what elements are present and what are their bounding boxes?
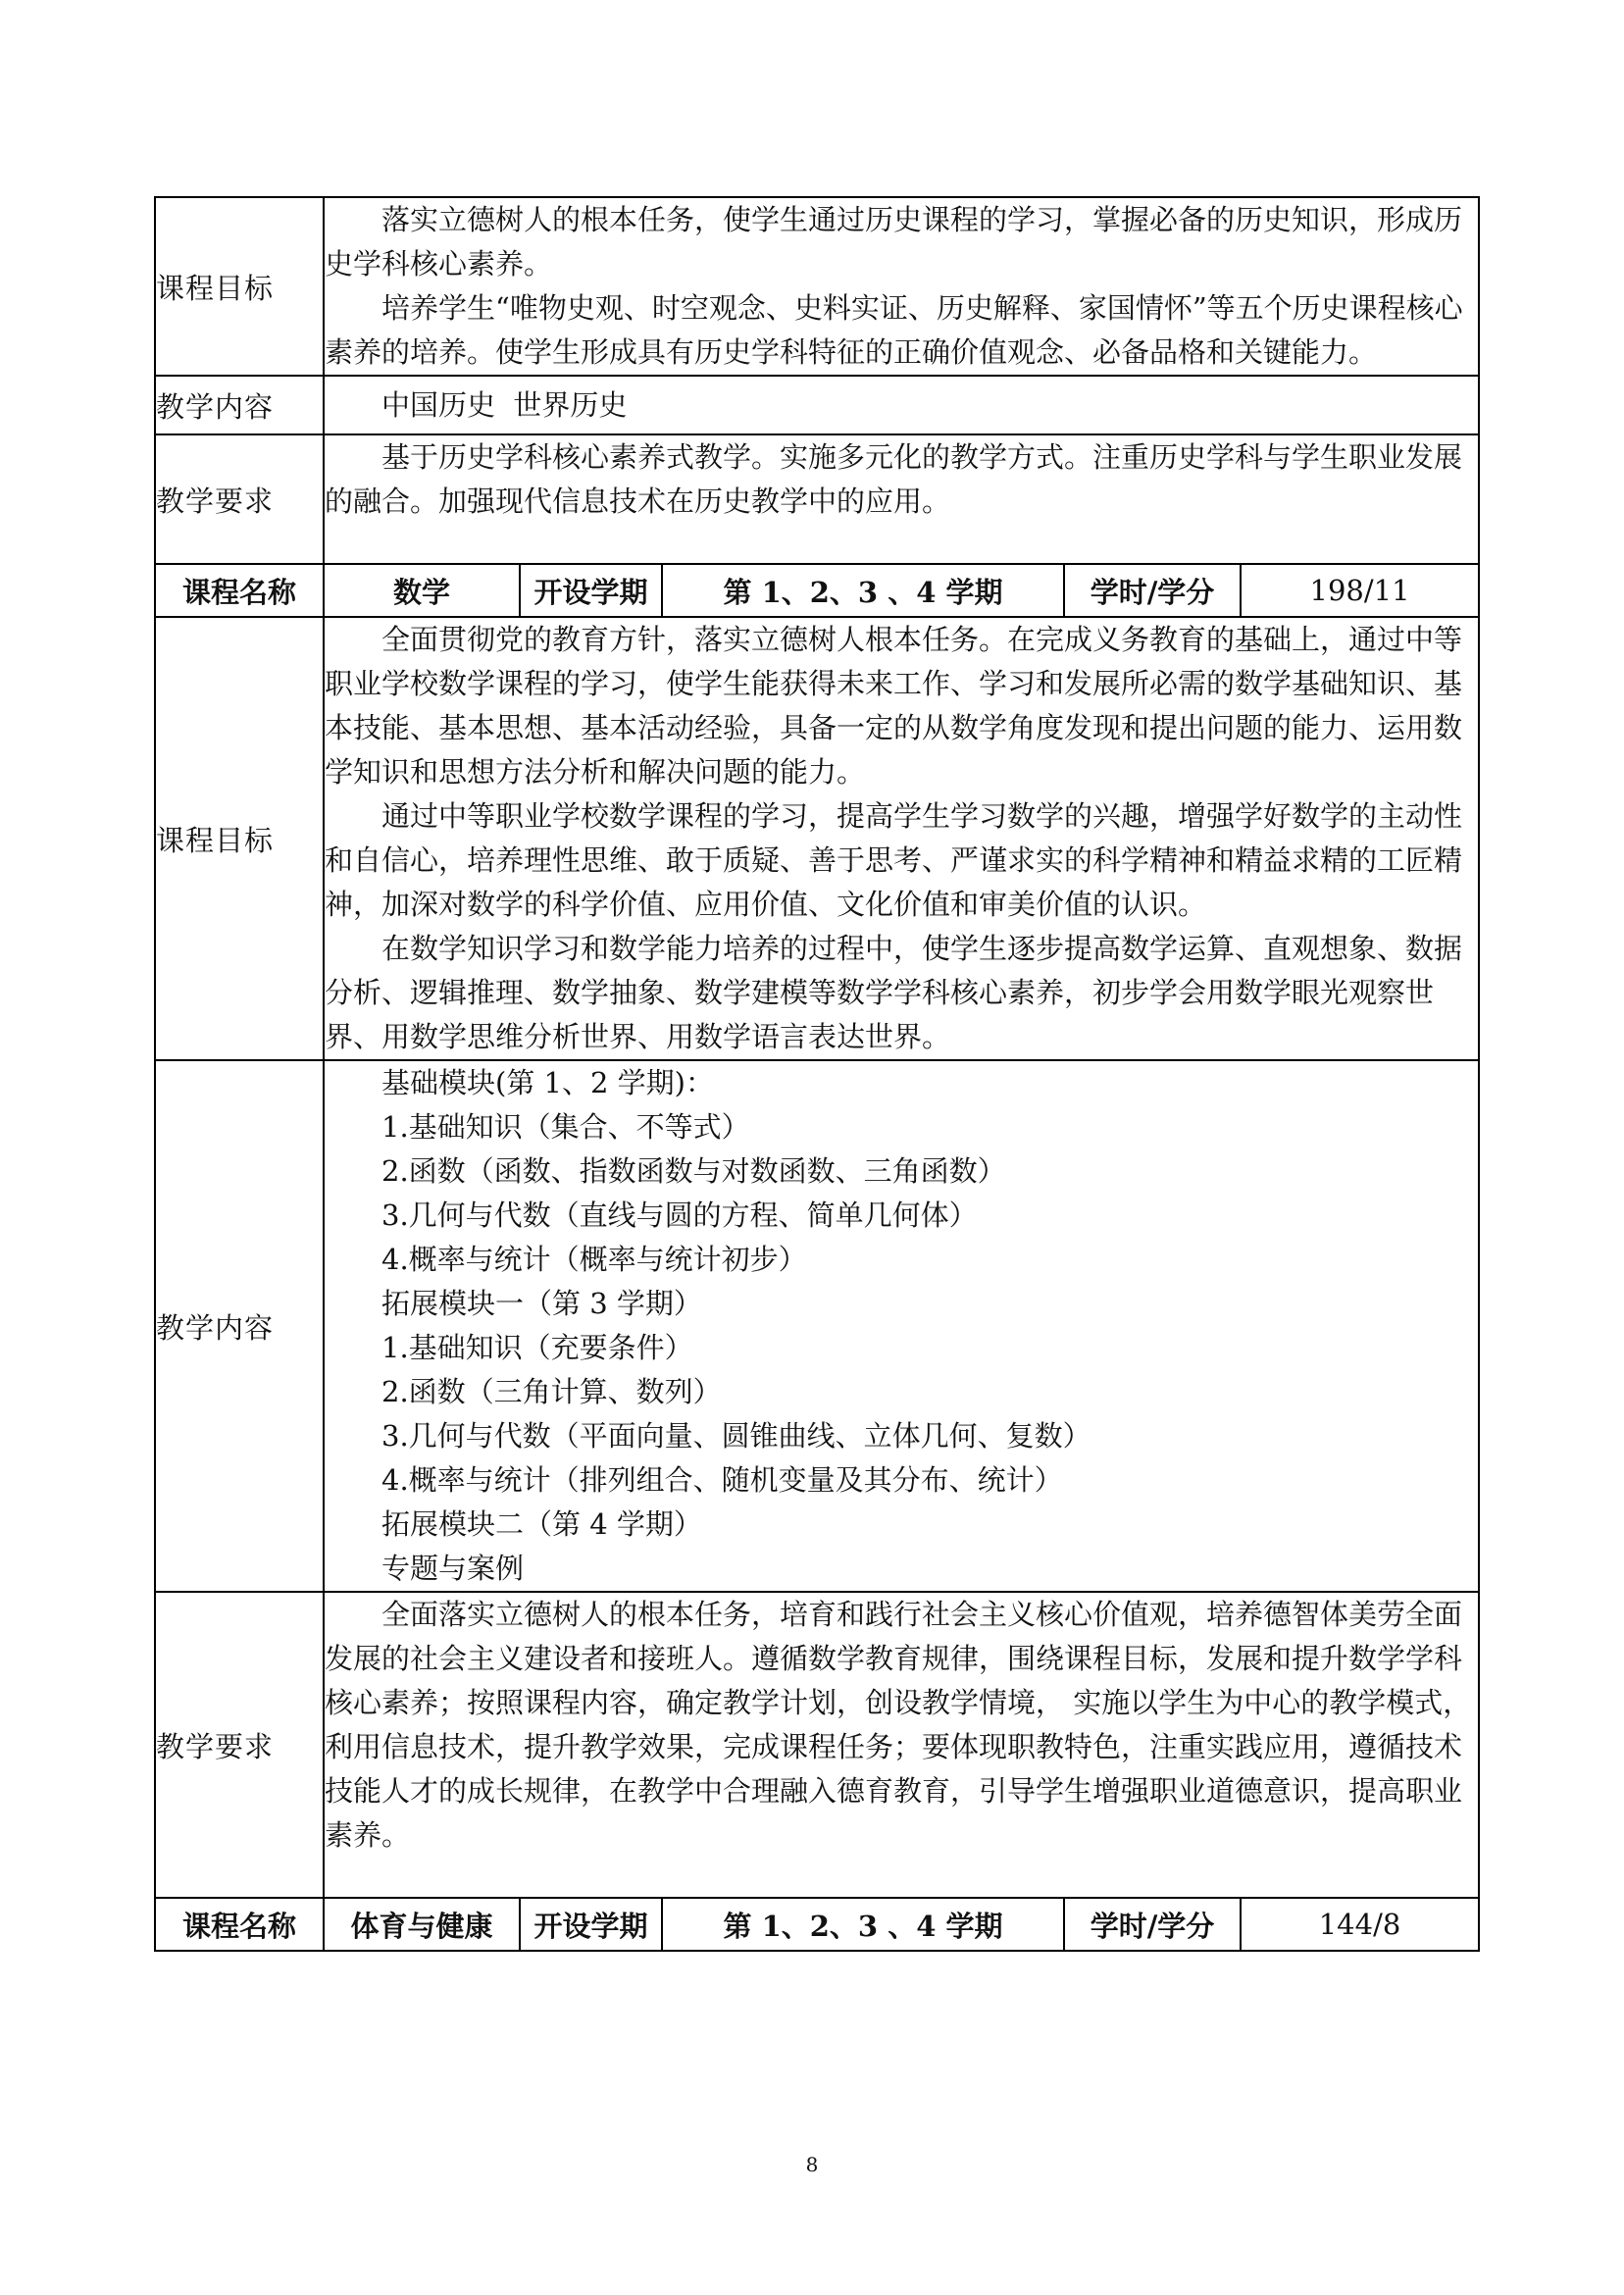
- math-content-line: 3.几何与代数（平面向量、圆锥曲线、立体几何、复数）: [381, 1419, 1091, 1453]
- math-requirement-content: [324, 1592, 1479, 1898]
- pe-semesters: 第 1、2、3 、4 学期: [662, 1898, 1064, 1951]
- history-content-label: 教学内容: [155, 376, 324, 434]
- math-goal-paragraph: 全面贯彻党的教育方针，落实立德树人根本任务。在完成义务教育的基础上，通过中等职业学校数学课程的学习，使学生能获得未来工作、学习和发展所必需的数学基础知识、基本技能、基本思想、基本活动经验，具备一定的从数学角度发现和提出问题的能力、运用数学知识和思想方法分析和解决问题的能力。: [325, 623, 1463, 789]
- math-content-line: 拓展模块二（第 4 学期）: [381, 1507, 702, 1541]
- math-content-line: 4.概率与统计（排列组合、随机变量及其分布、统计）: [381, 1463, 1063, 1497]
- history-goal-paragraph: 培养学生“唯物史观、时空观念、史料实证、历史解释、家国情怀”等五个历史课程核心素养的培养。使学生形成具有历史学科特征的正确价值观念、必备品格和关键能力。: [325, 291, 1463, 369]
- pe-course-name: 体育与健康: [324, 1898, 520, 1951]
- math-goal-paragraph: 通过中等职业学校数学课程的学习，提高学生学习数学的兴趣，增强学好数学的主动性和自信心，培养理性思维、敢于质疑、善于思考、严谨求实的科学精神和精益求精的工匠精神，加深对数学的科学价值、应用价值、文化价值和审美价值的认识。: [325, 799, 1463, 921]
- history-content-cell: [324, 376, 1479, 434]
- history-content-text: 中国历史 世界历史: [381, 387, 628, 422]
- math-goal-row: [155, 617, 1479, 1060]
- math-content-line: 拓展模块一（第 3 学期）: [381, 1287, 702, 1320]
- semester-label: 开设学期: [520, 1898, 662, 1951]
- math-content-line: 专题与案例: [381, 1552, 525, 1585]
- math-goal-paragraph: 在数学知识学习和数学能力培养的过程中，使学生逐步提高数学运算、直观想象、数据分析、逻辑推理、数学抽象、数学建模等数学学科核心素养，初步学会用数学眼光观察世界、用数学思维分析世界、用数学语言表达世界。: [325, 932, 1463, 1053]
- course-name-label: 课程名称: [155, 1898, 324, 1951]
- math-requirement-text: 全面落实立德树人的根本任务，培育和践行社会主义核心价值观，培养德智体美劳全面发展的社会主义建设者和接班人。遵循数学教育规律，围绕课程目标，发展和提升数学学科核心素养；按照课程内容，确定教学计划，创设教学情境， 实施以学生为中心的教学模式，利用信息技术，提升教学效果，完成课程任务；要体现职教特色，注重实践应用，遵循技术技能人才的成长规律，在教学中合理融入德育教育，引导学生增强职业道德意识，提高职业素养。: [325, 1598, 1472, 1852]
- pe-header-row: [155, 1898, 1479, 1951]
- math-content-row: [155, 1060, 1479, 1592]
- page-number: 8: [805, 2153, 819, 2176]
- math-content-line: 1.基础知识（集合、不等式）: [381, 1110, 750, 1144]
- math-requirement-row: [155, 1592, 1479, 1898]
- math-semesters: 第 1、2、3 、4 学期: [662, 564, 1064, 617]
- math-content-line: 2.函数（函数、指数函数与对数函数、三角函数）: [381, 1154, 1006, 1188]
- history-goal-row: [155, 197, 1479, 376]
- course-table-page: [154, 196, 1478, 1952]
- math-content-line: 1.基础知识（充要条件）: [381, 1331, 693, 1364]
- math-course-name: 数学: [324, 564, 520, 617]
- math-content-line: 3.几何与代数（直线与圆的方程、简单几何体）: [381, 1198, 978, 1232]
- math-content-line: 基础模块(第 1、2 学期)：: [381, 1066, 714, 1099]
- history-requirement-content: [324, 434, 1479, 564]
- course-table: [154, 196, 1480, 1952]
- math-goal-label: 课程目标: [155, 617, 324, 1060]
- history-goal-content: [324, 197, 1479, 376]
- history-requirement-row: [155, 434, 1479, 564]
- math-requirement-label: 教学要求: [155, 1592, 324, 1898]
- history-goal-paragraph: 落实立德树人的根本任务，使学生通过历史课程的学习，掌握必备的历史知识，形成历史学科核心素养。: [325, 203, 1463, 280]
- history-requirement-text: 基于历史学科核心素养式教学。实施多元化的教学方式。注重历史学科与学生职业发展的融合。加强现代信息技术在历史教学中的应用。: [325, 440, 1463, 518]
- math-content-list: [324, 1060, 1479, 1592]
- history-content-row: [155, 376, 1479, 434]
- math-content-line: 4.概率与统计（概率与统计初步）: [381, 1243, 807, 1276]
- math-hours: 198/11: [1241, 564, 1479, 617]
- hours-label: 学时/学分: [1064, 1898, 1241, 1951]
- history-goal-label: 课程目标: [155, 197, 324, 376]
- math-goal-content: [324, 617, 1479, 1060]
- math-content-line: 2.函数（三角计算、数列）: [381, 1375, 722, 1408]
- math-content-label: 教学内容: [155, 1060, 324, 1592]
- hours-label: 学时/学分: [1064, 564, 1241, 617]
- math-header-row: [155, 564, 1479, 617]
- course-name-label: 课程名称: [155, 564, 324, 617]
- semester-label: 开设学期: [520, 564, 662, 617]
- history-requirement-label: 教学要求: [155, 434, 324, 564]
- pe-hours: 144/8: [1241, 1898, 1479, 1951]
